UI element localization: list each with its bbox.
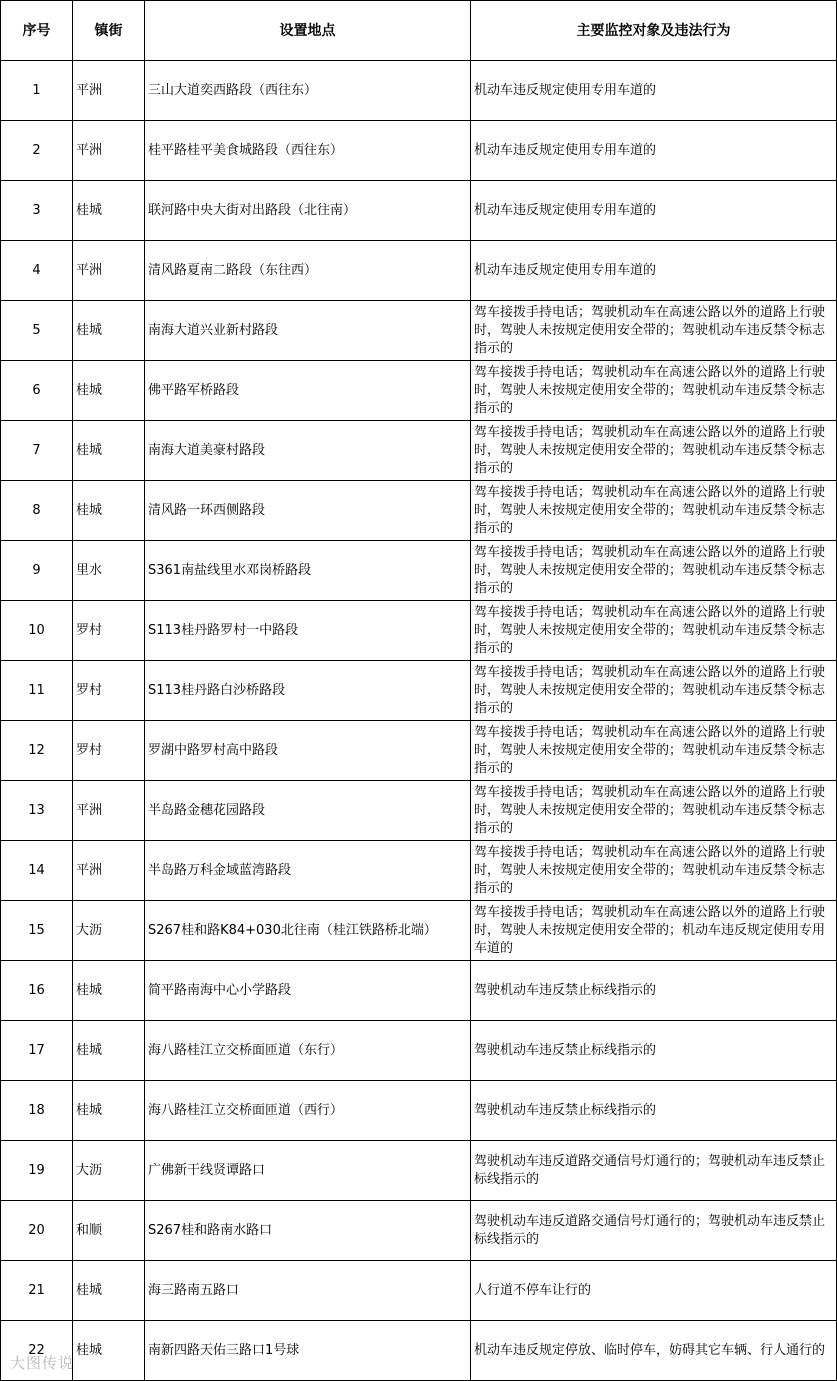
row-town: 桂城	[73, 361, 145, 421]
row-index: 2	[1, 121, 73, 181]
table-row	[1, 301, 837, 361]
row-town: 桂城	[73, 961, 145, 1021]
table-row	[1, 781, 837, 841]
row-location: 清风路一环西侧路段	[145, 481, 471, 541]
row-violation: 驾车接拨手持电话；驾驶机动车在高速公路以外的道路上行驶时，驾驶人未按规定使用安全带的；驾驶机动车违反禁令标志指示的	[471, 361, 837, 421]
row-location: 罗湖中路罗村高中路段	[145, 721, 471, 781]
table-row	[1, 841, 837, 901]
row-town: 桂城	[73, 1261, 145, 1321]
row-index: 6	[1, 361, 73, 421]
table-row	[1, 541, 837, 601]
row-violation: 驾车接拨手持电话；驾驶机动车在高速公路以外的道路上行驶时，驾驶人未按规定使用安全带的；机动车违反规定使用专用车道的	[471, 901, 837, 961]
row-index: 14	[1, 841, 73, 901]
row-location: 简平路南海中心小学路段	[145, 961, 471, 1021]
table-row	[1, 361, 837, 421]
row-index: 15	[1, 901, 73, 961]
row-town: 大沥	[73, 901, 145, 961]
row-location: 三山大道奕西路段（西往东）	[145, 61, 471, 121]
table-row	[1, 241, 837, 301]
table-row	[1, 61, 837, 121]
row-town: 平洲	[73, 241, 145, 301]
row-violation: 驾驶机动车违反禁止标线指示的	[471, 1021, 837, 1081]
table-row	[1, 901, 837, 961]
table-row	[1, 421, 837, 481]
row-index: 4	[1, 241, 73, 301]
row-violation: 驾车接拨手持电话；驾驶机动车在高速公路以外的道路上行驶时，驾驶人未按规定使用安全带的；驾驶机动车违反禁令标志指示的	[471, 421, 837, 481]
row-index: 22	[1, 1321, 73, 1381]
row-index: 9	[1, 541, 73, 601]
table-row	[1, 1021, 837, 1081]
row-violation: 机动车违反规定使用专用车道的	[471, 181, 837, 241]
row-violation: 人行道不停车让行的	[471, 1261, 837, 1321]
row-location: 半岛路万科金域蓝湾路段	[145, 841, 471, 901]
row-town: 罗村	[73, 601, 145, 661]
row-violation: 机动车违反规定使用专用车道的	[471, 61, 837, 121]
row-location: 桂平路桂平美食城路段（西往东）	[145, 121, 471, 181]
row-location: 南海大道美豪村路段	[145, 421, 471, 481]
row-violation: 驾车接拨手持电话；驾驶机动车在高速公路以外的道路上行驶时，驾驶人未按规定使用安全带的；驾驶机动车违反禁令标志指示的	[471, 721, 837, 781]
row-location: 广佛新干线贤谭路口	[145, 1141, 471, 1201]
row-location: S361南盐线里水邓岗桥路段	[145, 541, 471, 601]
row-town: 桂城	[73, 1021, 145, 1081]
row-town: 罗村	[73, 661, 145, 721]
row-index: 3	[1, 181, 73, 241]
table-row	[1, 1321, 837, 1381]
row-index: 16	[1, 961, 73, 1021]
row-location: S267桂和路南水路口	[145, 1201, 471, 1261]
row-violation: 驾驶机动车违反禁止标线指示的	[471, 1081, 837, 1141]
header-town: 镇街	[73, 1, 145, 61]
row-town: 平洲	[73, 841, 145, 901]
row-location: 佛平路军桥路段	[145, 361, 471, 421]
row-index: 20	[1, 1201, 73, 1261]
row-town: 桂城	[73, 301, 145, 361]
row-violation: 驾车接拨手持电话；驾驶机动车在高速公路以外的道路上行驶时，驾驶人未按规定使用安全带的；驾驶机动车违反禁令标志指示的	[471, 301, 837, 361]
row-index: 17	[1, 1021, 73, 1081]
header-location: 设置地点	[145, 1, 471, 61]
row-town: 桂城	[73, 421, 145, 481]
row-location: 联河路中央大街对出路段（北往南）	[145, 181, 471, 241]
row-index: 12	[1, 721, 73, 781]
row-index: 21	[1, 1261, 73, 1321]
row-town: 平洲	[73, 781, 145, 841]
row-location: 南新四路天佑三路口1号球	[145, 1321, 471, 1381]
row-index: 10	[1, 601, 73, 661]
row-town: 罗村	[73, 721, 145, 781]
watermark: 大图传说	[10, 1354, 75, 1372]
row-index: 5	[1, 301, 73, 361]
table-row	[1, 661, 837, 721]
table-row	[1, 601, 837, 661]
table-header-row	[1, 1, 837, 61]
row-location: 海八路桂江立交桥面匝道（西行）	[145, 1081, 471, 1141]
row-location: 海八路桂江立交桥面匝道（东行）	[145, 1021, 471, 1081]
row-location: S267桂和路K84+030北往南（桂江铁路桥北端）	[145, 901, 471, 961]
row-location: S113桂丹路罗村一中路段	[145, 601, 471, 661]
row-town: 桂城	[73, 1081, 145, 1141]
row-violation: 驾驶机动车违反道路交通信号灯通行的；驾驶机动车违反禁止标线指示的	[471, 1201, 837, 1261]
row-violation: 机动车违反规定停放、临时停车，妨碍其它车辆、行人通行的	[471, 1321, 837, 1381]
table-row	[1, 1141, 837, 1201]
table-row	[1, 481, 837, 541]
header-idx: 序号	[1, 1, 73, 61]
row-violation: 驾驶机动车违反道路交通信号灯通行的；驾驶机动车违反禁止标线指示的	[471, 1141, 837, 1201]
table-row	[1, 961, 837, 1021]
row-location: 清风路夏南二路段（东往西）	[145, 241, 471, 301]
row-index: 11	[1, 661, 73, 721]
row-town: 桂城	[73, 181, 145, 241]
row-index: 18	[1, 1081, 73, 1141]
row-town: 桂城	[73, 1321, 145, 1381]
row-location: 半岛路金穗花园路段	[145, 781, 471, 841]
row-index: 19	[1, 1141, 73, 1201]
row-index: 7	[1, 421, 73, 481]
row-location: 海三路南五路口	[145, 1261, 471, 1321]
row-violation: 驾驶机动车违反禁止标线指示的	[471, 961, 837, 1021]
table-row	[1, 1201, 837, 1261]
row-violation: 机动车违反规定使用专用车道的	[471, 121, 837, 181]
row-index: 1	[1, 61, 73, 121]
row-town: 和顺	[73, 1201, 145, 1261]
row-location: 南海大道兴业新村路段	[145, 301, 471, 361]
row-index: 8	[1, 481, 73, 541]
row-town: 大沥	[73, 1141, 145, 1201]
table-row	[1, 181, 837, 241]
table-row	[1, 1081, 837, 1141]
row-violation: 驾车接拨手持电话；驾驶机动车在高速公路以外的道路上行驶时，驾驶人未按规定使用安全带的；驾驶机动车违反禁令标志指示的	[471, 601, 837, 661]
row-index: 13	[1, 781, 73, 841]
table-row	[1, 721, 837, 781]
table-row	[1, 121, 837, 181]
row-violation: 机动车违反规定使用专用车道的	[471, 241, 837, 301]
row-location: S113桂丹路白沙桥路段	[145, 661, 471, 721]
table-body	[1, 61, 837, 1381]
row-town: 里水	[73, 541, 145, 601]
row-violation: 驾车接拨手持电话；驾驶机动车在高速公路以外的道路上行驶时，驾驶人未按规定使用安全带的；驾驶机动车违反禁令标志指示的	[471, 781, 837, 841]
row-town: 平洲	[73, 121, 145, 181]
header-violation: 主要监控对象及违法行为	[471, 1, 837, 61]
row-violation: 驾车接拨手持电话；驾驶机动车在高速公路以外的道路上行驶时，驾驶人未按规定使用安全带的；驾驶机动车违反禁令标志指示的	[471, 841, 837, 901]
row-violation: 驾车接拨手持电话；驾驶机动车在高速公路以外的道路上行驶时，驾驶人未按规定使用安全带的；驾驶机动车违反禁令标志指示的	[471, 541, 837, 601]
row-violation: 驾车接拨手持电话；驾驶机动车在高速公路以外的道路上行驶时，驾驶人未按规定使用安全带的；驾驶机动车违反禁令标志指示的	[471, 661, 837, 721]
row-town: 桂城	[73, 481, 145, 541]
row-town: 平洲	[73, 61, 145, 121]
table-row	[1, 1261, 837, 1321]
row-violation: 驾车接拨手持电话；驾驶机动车在高速公路以外的道路上行驶时，驾驶人未按规定使用安全带的；驾驶机动车违反禁令标志指示的	[471, 481, 837, 541]
